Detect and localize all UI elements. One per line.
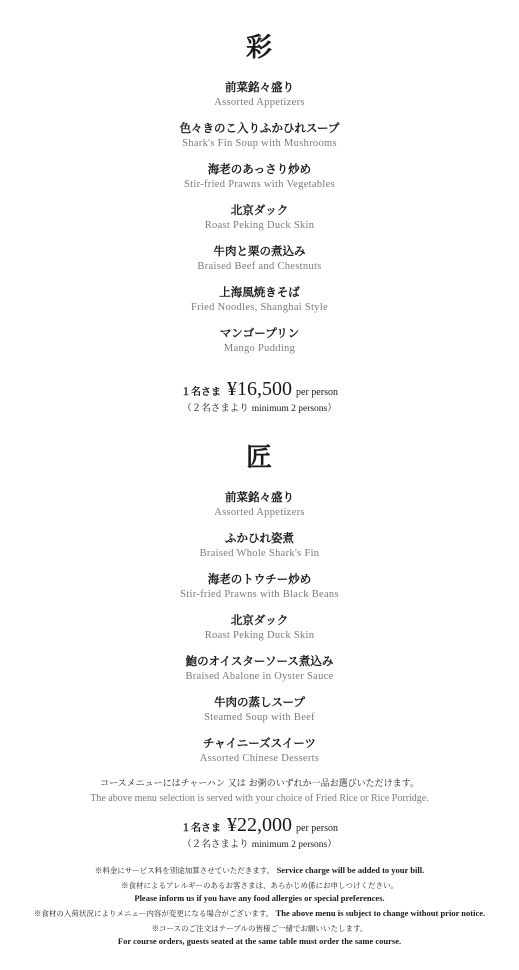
dish-name-en: Mango Pudding: [223, 343, 296, 354]
footnote-change-en: The above menu is subject to change without prior notice.: [275, 908, 486, 918]
footnote-service-en: Service charge will be added to your bill.: [276, 865, 425, 875]
dish-name-en: Shark's Fin Soup with Mushrooms: [182, 138, 337, 149]
minimum-persons-note: [0, 838, 519, 852]
dish-name-en: Braised Abalone in Oyster Sauce: [185, 671, 334, 682]
dish-name-jp: 海老のトウチー炒め: [207, 572, 312, 586]
dish-item: [0, 570, 519, 611]
dish-item: [0, 611, 519, 652]
dish-name-jp: 上海風焼きそば: [219, 285, 300, 299]
price-line: [0, 810, 519, 840]
dish-item: [0, 78, 519, 119]
footnote-service-charge: [0, 864, 519, 877]
dish-name-en: Roast Peking Duck Skin: [204, 220, 315, 231]
dish-name-en: Steamed Soup with Beef: [204, 712, 315, 723]
dish-name-en: Braised Beef and Chestnuts: [197, 261, 322, 272]
dish-name-jp: 海老のあっさり炒め: [207, 162, 312, 176]
dish-name-jp: 牛肉と栗の煮込み: [213, 244, 306, 258]
footnote-same-course-en: For course orders, guests seated at the same table must order the same course.: [117, 936, 402, 946]
price-prefix: １名さま: [181, 823, 222, 834]
dish-name-en: Stir-fried Prawns with Vegetables: [184, 179, 335, 190]
price-suffix: per person: [296, 823, 338, 834]
dish-item: [0, 201, 519, 242]
price-prefix: １名さま: [181, 387, 222, 398]
minimum-persons-note: [0, 402, 519, 416]
dish-item: [0, 734, 519, 775]
dish-item: [0, 119, 519, 160]
course-title: 匠: [245, 443, 273, 473]
course-title: 彩: [245, 33, 273, 63]
dish-item: [0, 693, 519, 734]
dish-name-jp: 前菜銘々盛り: [225, 490, 294, 504]
dish-name-jp: ふかひれ姿煮: [225, 531, 294, 545]
footnote-allergy-jp: ※食材によるアレルギーのあるお客さまは、あらかじめ係にお申しつけください。: [120, 881, 398, 890]
dish-name-jp: 鮑のオイスターソース煮込み: [185, 654, 334, 668]
course-takumi: [0, 438, 519, 852]
dish-name-en: Assorted Chinese Desserts: [199, 753, 320, 764]
footnote-menu-change: [0, 907, 519, 920]
price-suffix: per person: [296, 387, 338, 398]
dish-name-en: Assorted Appetizers: [214, 507, 305, 518]
dish-item: [0, 652, 519, 693]
dish-item: [0, 529, 519, 570]
dish-name-en: Roast Peking Duck Skin: [204, 630, 315, 641]
footnote-service-jp: ※料金にサービス料を別途加算させていただきます。: [94, 866, 275, 875]
rice-selection-jp: コースメニューにはチャーハン 又は お粥のいずれか一品お選びいただけます。: [100, 779, 419, 789]
dish-name-en: Fried Noodles, Shanghai Style: [190, 302, 329, 313]
price-block: [0, 810, 519, 852]
dish-name-en: Braised Whole Shark's Fin: [199, 548, 320, 559]
footnote-same-course-jp: ※コースのご注文はテーブルの皆様ご一緒でお願いいたします。: [151, 924, 368, 933]
dish-item: [0, 242, 519, 283]
minimum-persons-jp: （２名さまより: [182, 403, 249, 414]
minimum-persons-en: minimum 2 persons）: [251, 404, 337, 414]
minimum-persons-jp: （２名さまより: [182, 839, 249, 850]
footnote-change-jp: ※食材の入荷状況によりメニュー内容が変更になる場合がございます。: [33, 909, 274, 918]
price-amount: ¥16,500: [227, 378, 293, 400]
price-amount: ¥22,000: [227, 814, 293, 836]
dish-name-jp: 色々きのこ入りふかひれスープ: [179, 121, 340, 135]
dish-name-jp: マンゴープリン: [219, 326, 300, 340]
footnotes: [0, 864, 519, 948]
rice-selection-note: [0, 777, 519, 807]
dish-item: [0, 160, 519, 201]
dish-name-jp: 牛肉の蒸しスープ: [214, 695, 305, 709]
price-block: [0, 374, 519, 416]
dish-item: [0, 324, 519, 365]
minimum-persons-en: minimum 2 persons）: [251, 840, 337, 850]
footnote-allergy-en: Please inform us if you have any food allergies or special preferences.: [134, 893, 385, 903]
dish-item: [0, 283, 519, 324]
rice-selection-en: The above menu selection is served with your choice of Fried Rice or Rice Porridge.: [90, 793, 429, 804]
dish-name-jp: 北京ダック: [230, 203, 289, 217]
dish-name-jp: チャイニーズスイーツ: [203, 736, 316, 750]
price-line: [0, 374, 519, 404]
dish-name-en: Assorted Appetizers: [214, 97, 305, 108]
dish-name-en: Stir-fried Prawns with Black Beans: [180, 589, 339, 600]
dish-item: [0, 488, 519, 529]
course-sai: [0, 28, 519, 416]
dish-name-jp: 前菜銘々盛り: [225, 80, 294, 94]
dish-name-jp: 北京ダック: [230, 613, 289, 627]
